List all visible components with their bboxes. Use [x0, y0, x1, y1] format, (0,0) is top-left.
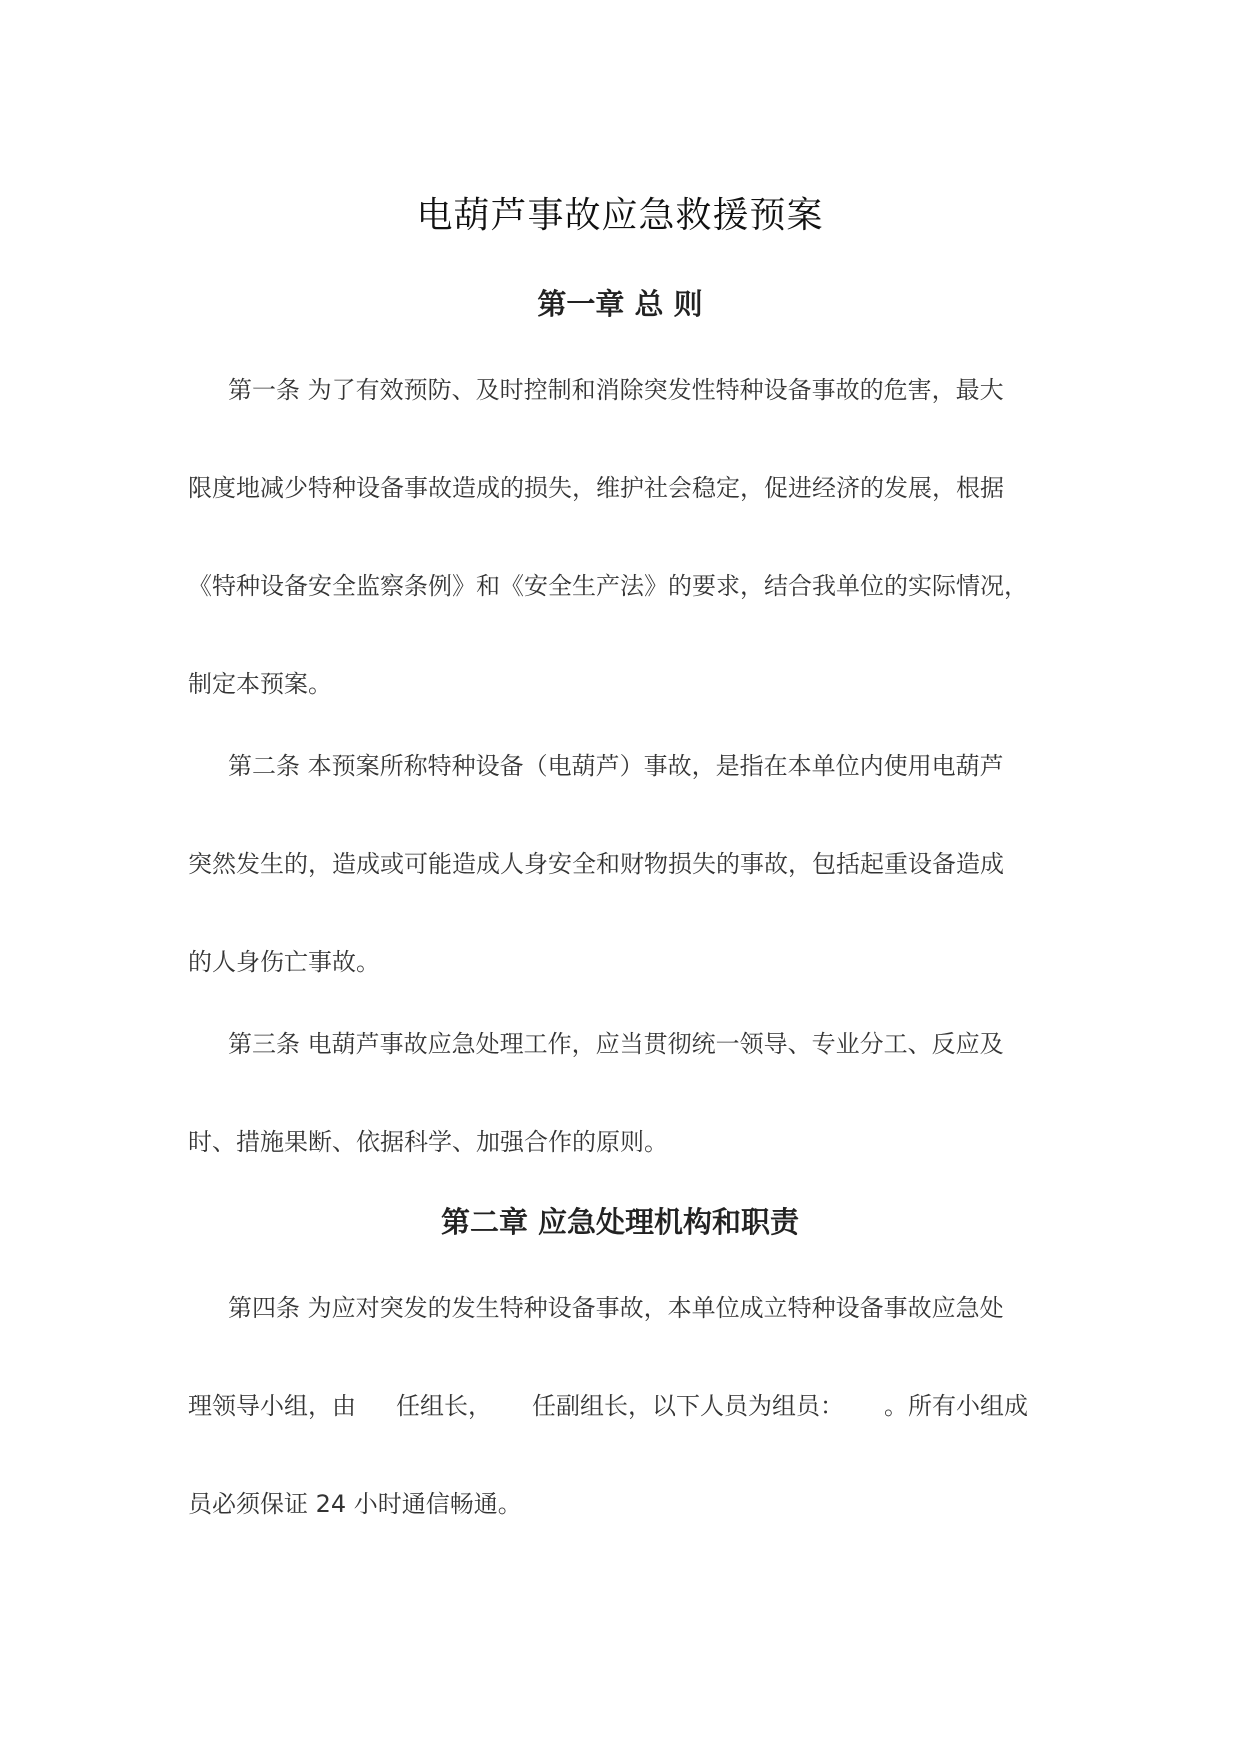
- article-4-line-2-part-4: 。所有小组成: [884, 1392, 1028, 1420]
- chapter-1-heading: 第一章 总 则: [537, 287, 703, 321]
- article-4-line-2: [188, 1388, 1068, 1424]
- article-2-line-3: 的人身伤亡事故。: [188, 948, 380, 976]
- article-1-line-2: 限度地减少特种设备事故造成的损失，维护社会稳定，促进经济的发展，根据: [188, 474, 1004, 502]
- article-4-line-2-part-3: 任副组长，以下人员为组员：: [532, 1392, 844, 1420]
- article-4-line-3: 员必须保证 24 小时通信畅通。: [188, 1490, 522, 1518]
- article-4-line-1: 第四条 为应对突发的发生特种设备事故，本单位成立特种设备事故应急处: [228, 1294, 1004, 1322]
- article-3-line-2: 时、措施果断、依据科学、加强合作的原则。: [188, 1128, 668, 1156]
- document-title: 电葫芦事故应急救援预案: [416, 195, 824, 236]
- article-4-line-2-part-1: 理领导小组，由: [188, 1392, 356, 1420]
- article-2-line-2: 突然发生的，造成或可能造成人身安全和财物损失的事故，包括起重设备造成: [188, 850, 1004, 878]
- article-1-line-3: 《特种设备安全监察条例》和《安全生产法》的要求，结合我单位的实际情况，: [188, 572, 1028, 600]
- article-3-line-1: 第三条 电葫芦事故应急处理工作，应当贯彻统一领导、专业分工、反应及: [228, 1030, 1004, 1058]
- article-1-line-1: 第一条 为了有效预防、及时控制和消除突发性特种设备事故的危害，最大: [228, 376, 1004, 404]
- article-1-line-4: 制定本预案。: [188, 670, 332, 698]
- article-4-line-2-part-2: 任组长，: [396, 1392, 492, 1420]
- chapter-2-heading: 第二章 应急处理机构和职责: [440, 1205, 800, 1239]
- article-2-line-1: 第二条 本预案所称特种设备（电葫芦）事故，是指在本单位内使用电葫芦: [228, 752, 1004, 780]
